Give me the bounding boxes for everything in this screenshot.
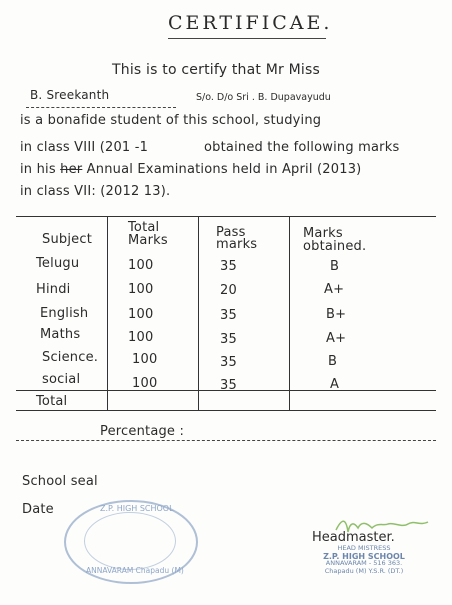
total-cell: 100 xyxy=(132,352,158,367)
total-cell: 100 xyxy=(128,330,154,345)
subject-cell: Maths xyxy=(40,327,81,342)
class-line: in class VIII (201 -1 xyxy=(20,140,149,155)
pass-marks-header: Pass marks xyxy=(216,225,258,252)
table-bottom-border xyxy=(16,410,436,411)
total-cell: 100 xyxy=(132,376,158,391)
pass-cell: 35 xyxy=(220,378,237,393)
headmaster-label: Headmaster. xyxy=(312,530,395,545)
pass-cell: 35 xyxy=(220,259,237,274)
table-column-line-2 xyxy=(198,216,199,410)
table-column-line-1 xyxy=(107,216,108,410)
stamp-line-1: HEAD MISTRESS xyxy=(337,544,391,552)
table-top-border xyxy=(16,216,436,217)
date-label: Date xyxy=(22,502,54,517)
total-cell: 100 xyxy=(128,282,154,297)
total-marks-header: Total Marks xyxy=(128,220,168,248)
subject-cell: social xyxy=(42,372,81,387)
grade-cell: B+ xyxy=(326,307,347,322)
parent-name: S/o. D/o Sri . B. Dupavayudu xyxy=(196,92,331,103)
percentage-dotted-line xyxy=(16,440,436,441)
total-cell: 100 xyxy=(128,307,154,322)
percentage-label: Percentage : xyxy=(100,424,185,439)
seal-bottom-text: ANNAVARAM Chapadu (M) xyxy=(86,566,184,575)
pass-cell: 20 xyxy=(220,283,237,298)
grade-cell: B xyxy=(330,259,340,274)
grade-cell: A+ xyxy=(324,282,345,297)
stamp-line-4: Chapadu (M) Y.S.R. (DT.) xyxy=(324,566,404,575)
subject-cell: Hindi xyxy=(36,282,71,297)
grade-cell: B xyxy=(328,354,338,369)
certify-line: This is to certify that Mr Miss xyxy=(112,62,320,78)
marks-obtained-header: Marks obtained. xyxy=(303,226,367,254)
table-column-line-3 xyxy=(289,216,290,410)
name-dotted-line xyxy=(26,107,176,108)
title-underline xyxy=(168,38,326,39)
stamp-line-3: ANNAVARAM - 516 363. xyxy=(325,559,403,567)
grade-cell: A+ xyxy=(326,331,347,346)
subject-header: Subject xyxy=(42,232,92,247)
school-seal-inner-ring xyxy=(84,512,176,570)
struck-word: her xyxy=(60,162,83,177)
exam-line-rest: Annual Examinations held in April (2013) xyxy=(82,162,362,177)
obtained-line: obtained the following marks xyxy=(204,140,400,155)
grade-cell: A xyxy=(330,377,340,392)
exam-line-start: in his xyxy=(20,162,61,177)
certificate-title: CERTIFICAE. xyxy=(168,12,333,34)
school-seal-label: School seal xyxy=(22,474,98,489)
pass-cell: 35 xyxy=(220,308,237,323)
exam-line xyxy=(20,162,361,177)
student-name: B. Sreekanth xyxy=(30,88,110,102)
subject-cell: Science. xyxy=(42,350,99,365)
subject-cell: Telugu xyxy=(36,256,80,271)
previous-class-line: in class VII: (2012 13). xyxy=(20,184,171,199)
stamp-line-2: Z.P. HIGH SCHOOL xyxy=(323,551,405,561)
seal-top-text: Z.P. HIGH SCHOOL xyxy=(100,504,174,513)
total-row-label: Total xyxy=(36,394,68,409)
bonafide-line: is a bonafide student of this school, studying xyxy=(20,113,322,128)
pass-cell: 35 xyxy=(220,332,237,347)
headmaster-stamp xyxy=(310,545,418,575)
subject-cell: English xyxy=(40,306,89,321)
pass-cell: 35 xyxy=(220,355,237,370)
total-cell: 100 xyxy=(128,258,154,273)
